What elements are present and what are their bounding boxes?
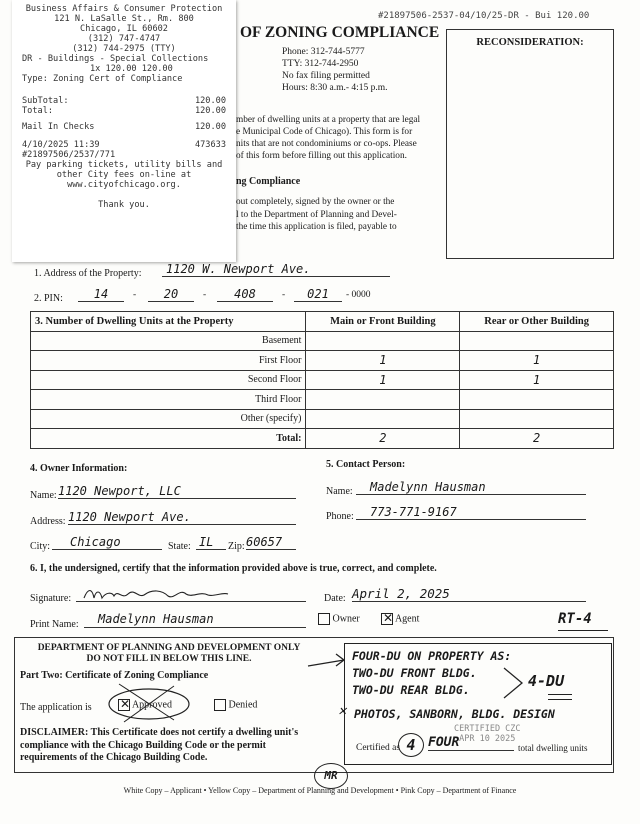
receipt-stamp-text: #21897506-2537-04/10/25-DR - Bui 120.00 [378,11,590,21]
annotation-text [352,648,511,699]
rear-total-cell[interactable]: 2 [460,429,614,449]
pin-part-2[interactable] [148,287,194,302]
owner-address-label: Address: [30,516,66,527]
reviewer-initials: MR [324,769,338,782]
denied-group [214,699,257,711]
agent-checkbox-group [381,613,419,625]
receipt-type: Type: Zoning Cert of Compliance [22,74,183,84]
table-row [31,351,614,371]
contact-phone-field[interactable] [356,505,586,520]
owner-address-field[interactable] [68,510,296,525]
approved-circle-icon [104,676,194,726]
receipt-total [12,106,236,116]
owner-city-value: Chicago [70,535,121,549]
receipt-date: 4/10/2025 11:39 [22,140,100,150]
fax-note: No fax filing permitted [282,71,370,81]
contact-block [282,46,388,94]
receipt-item: DR - Buildings - Special Collections [22,54,209,64]
receipt-address2: Chicago, IL 60602 [80,24,168,34]
disclaimer [20,727,298,765]
certified-number-circle [398,733,424,757]
agent-checkbox-label: Agent [394,613,420,625]
intro-text [236,114,441,162]
contact-name-label: Name: [326,486,353,497]
rt-zoning-note: RT-4 [558,611,592,627]
receipt-item-qty: 1x 120.00 120.00 [90,64,173,74]
mail-label: Mail In Checks [22,122,95,132]
pin-suffix: - 0000 [346,290,371,300]
dwelling-units-table [30,311,614,449]
intro-line: e Municipal Code of Chicago). This form is for [236,127,413,137]
subtotal-label: SubTotal: [22,96,69,106]
instructions-heading: ng Compliance [236,176,301,187]
contact-phone-value: 773-771-9167 [370,505,457,519]
receipt-mail [12,122,236,132]
office-tty: TTY: 312-744-2950 [282,59,359,69]
reconsideration-label: RECONSIDERATION: [476,37,584,48]
rear-units-cell[interactable]: 1 [460,351,614,371]
col-rear-header: Rear or Other Building [460,312,614,332]
certified-prefix: Certified as [356,743,401,753]
receipt-ref: 473633 [194,140,226,150]
check-x-icon: ✕ [120,697,131,711]
total-value: 120.00 [194,106,226,116]
date-value: April 2, 2025 [352,586,450,601]
pin-part-4[interactable] [294,287,342,302]
receipt-phone1: (312) 747-4747 [87,34,161,44]
contact-name-value: Madelynn Hausman [370,480,486,494]
signature-label: Signature: [30,593,72,604]
x-mark-icon: ✕ [338,703,347,719]
certified-word-field[interactable] [428,735,514,751]
certified-number: 4 [406,736,416,754]
pin-label: 2. PIN: [34,293,63,304]
application-label: The application is [20,702,92,713]
disclaimer-line: DISCLAIMER: This Certificate does not certify a dwelling unit's [20,727,299,738]
address-label: 1. Address of the Property: [34,268,142,279]
receipt-date-row [12,140,236,150]
stamp-line: CERTIFIED CZC [454,724,521,734]
denied-label: Denied [228,699,258,711]
approved-label: Approved [131,699,172,711]
owner-state-label: State: [168,541,191,552]
main-units-cell[interactable] [306,390,460,410]
address-field[interactable] [162,262,390,277]
receipt-msg2: other City fees on-line at [56,170,192,180]
units-heading: 3. Number of Dwelling Units at the Property [31,312,306,332]
certified-suffix: total dwelling units [518,743,588,753]
floor-label: Other (specify) [31,409,306,429]
reconsideration-box [446,29,614,259]
rear-units-cell[interactable] [460,390,614,410]
owner-city-label: City: [30,541,51,552]
floor-label: Second Floor [31,370,306,390]
contact-name-field[interactable] [356,480,586,495]
pin-dash: - [133,290,137,300]
pin-part-value: 021 [307,287,329,301]
annotation-evidence: PHOTOS, SANBORN, BLDG. DESIGN [354,707,555,721]
main-units-cell[interactable] [306,331,460,351]
annotation-line: TWO-DU REAR BLDG. [352,683,470,697]
annotation-result: 4-DU [528,672,565,690]
equals-line [548,699,572,700]
table-header-row [31,312,614,332]
instructions-line: out completely, signed by the owner or the [236,197,395,207]
rt-underline [558,630,608,631]
owner-state-value: IL [199,535,214,549]
denied-checkbox[interactable] [214,699,226,711]
official-dept-line: DEPARTMENT OF PLANNING AND DEVELOPMENT ONLY [37,643,301,653]
table-row [31,370,614,390]
signature-field[interactable] [76,586,306,602]
owner-state-field[interactable] [196,535,226,550]
office-hours: Hours: 8:30 a.m.- 4:15 p.m. [282,83,388,93]
owner-name-label: Name: [30,490,57,501]
main-units-cell[interactable]: 1 [306,351,460,371]
copy-distribution-footer: White Copy – Applicant • Yellow Copy – Department of Planning and Development • Pink Copy – Department of Finance [123,786,517,795]
table-row [31,409,614,429]
annotation-line: FOUR-DU ON PROPERTY AS: [352,649,512,663]
instructions-text [236,196,441,234]
receipt-subtotal [12,96,236,106]
address-value: 1120 W. Newport Ave. [166,262,311,276]
rear-units-cell[interactable] [460,331,614,351]
total-label: Total: [31,429,306,449]
main-total-cell[interactable]: 2 [306,429,460,449]
receipt-msg1: Pay parking tickets, utility bills and [25,160,223,170]
official-dept-line: DO NOT FILL IN BELOW THIS LINE. [86,654,252,664]
floor-label: First Floor [31,351,306,371]
owner-checkbox-group [318,613,360,625]
receipt-id: #21897506/2537/771 [22,150,116,160]
agent-checkbox[interactable] [381,613,393,625]
certify-statement: 6. I, the undersigned, certify that the information provided above is true, correct, and complete. [30,563,437,574]
owner-name-field[interactable] [58,484,296,499]
part-two-heading: Part Two: Certificate of Zoning Compliance [20,670,209,681]
receipt-thanks: Thank you. [98,200,150,210]
print-name-value: Madelynn Hausman [98,612,214,626]
pin-part-value: 408 [234,287,256,301]
subtotal-value: 120.00 [194,96,226,106]
intro-line: of this form before filling out this application. [236,151,407,161]
floor-label: Third Floor [31,390,306,410]
pin-part-value: 14 [93,287,109,301]
contact-heading: 5. Contact Person: [326,459,406,470]
official-header [24,643,314,665]
print-name-field[interactable] [84,612,306,628]
owner-heading: 4. Owner Information: [30,463,128,474]
main-units-cell[interactable]: 1 [306,370,460,390]
annotation-line: TWO-DU FRONT BLDG. [352,666,477,680]
owner-address-value: 1120 Newport Ave. [68,510,191,524]
main-units-cell[interactable] [306,409,460,429]
date-field[interactable] [352,586,586,602]
equals-line [548,694,572,695]
pin-part-value: 20 [163,287,179,301]
print-name-label: Print Name: [30,619,79,630]
rear-units-cell[interactable]: 1 [460,370,614,390]
intro-line: nits that are not condominiums or co-ops. Please [236,139,417,149]
pin-dash: - [282,290,286,300]
table-row [31,331,614,351]
instructions-line: the time this application is filed, payable to [236,222,397,232]
brace-arrow-icon [502,666,526,700]
pin-dash: - [203,290,207,300]
owner-checkbox[interactable] [318,613,330,625]
payment-receipt [12,0,236,262]
total-label: Total: [22,106,54,116]
owner-checkbox-label: Owner [332,613,360,625]
stamp-line: APR 10 2025 [459,734,516,744]
owner-name-value: 1120 Newport, LLC [58,484,181,498]
office-phone: Phone: 312-744-5777 [282,47,365,57]
mail-value: 120.00 [194,122,226,132]
form-title: OF ZONING COMPLIANCE [240,24,440,41]
intro-line: mber of dwelling units at a property that are legal [236,115,421,125]
col-main-header: Main or Front Building [306,312,460,332]
instructions-line: l to the Department of Planning and Devel- [236,209,397,220]
check-x-icon: ✕ [383,611,394,625]
pin-part-3[interactable] [217,287,273,302]
signature-scribble [82,586,232,602]
pin-part-1[interactable] [78,287,124,302]
owner-zip-value: 60657 [246,535,283,549]
receipt-address1: 121 N. LaSalle St., Rm. 800 [54,14,194,24]
floor-label: Basement [31,331,306,351]
receipt-phone2: (312) 744-2975 (TTY) [72,44,176,54]
receipt-msg3: www.cityofchicago.org. [67,180,181,190]
disclaimer-line: requirements of the Chicago Building Code. [20,752,208,763]
disclaimer-line: compliance with the Chicago Building Code or the permit [20,739,266,751]
date-label: Date: [324,593,346,604]
contact-phone-label: Phone: [326,511,354,522]
receipt-dept: Business Affairs & Consumer Protection [25,4,223,14]
owner-zip-label: Zip: [228,541,245,552]
table-total-row [31,429,614,449]
owner-zip-field[interactable] [246,535,296,550]
table-row [31,390,614,410]
rear-units-cell[interactable] [460,409,614,429]
owner-city-field[interactable] [52,535,162,550]
certified-word: FOUR [428,735,460,750]
